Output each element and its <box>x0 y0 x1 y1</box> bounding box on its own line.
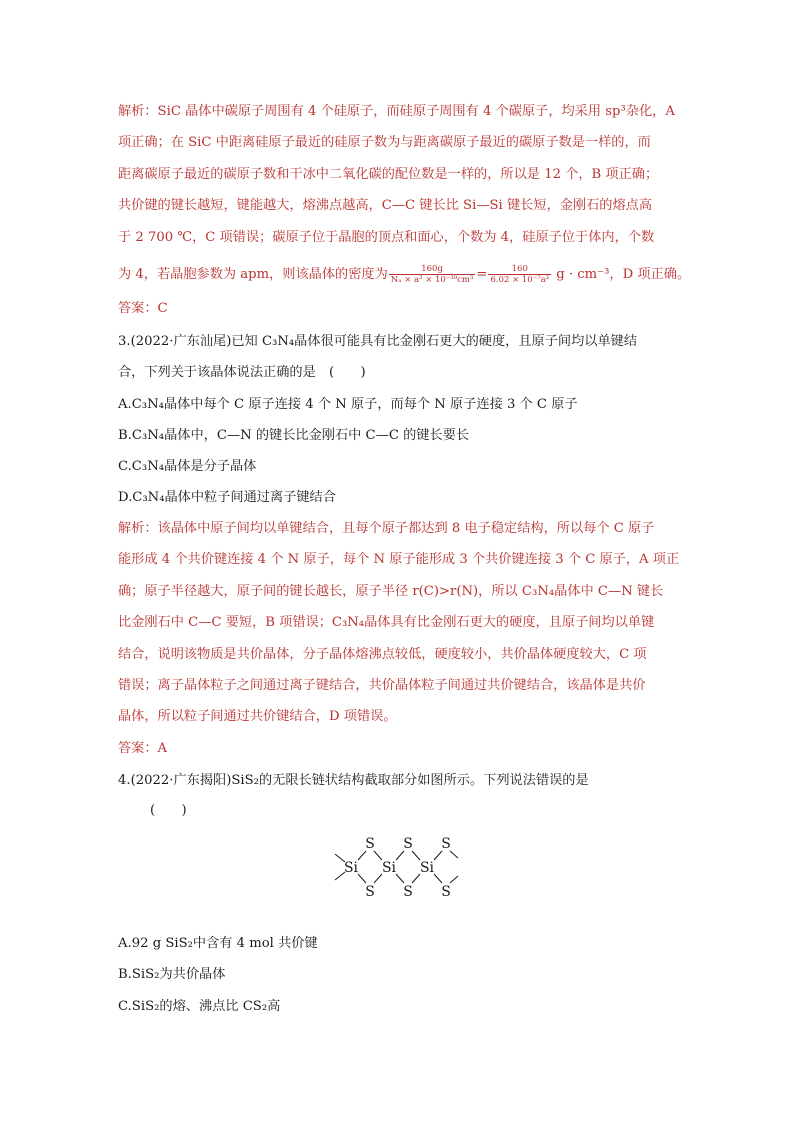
bond <box>412 851 420 860</box>
q3-analysis-line: 结合，说明该物质是共价晶体，分子晶体熔沸点较低，硬度较小，共价晶体硬度较大，C 项 <box>118 647 647 662</box>
bond <box>450 876 458 883</box>
fraction-numerator: 160g <box>389 264 476 275</box>
q3-analysis-line: 晶体，所以粒子间通过共价键结合，D 项错误。 <box>118 709 397 724</box>
equals-sign: = <box>476 267 488 282</box>
bond <box>396 851 404 860</box>
q3-analysis-line: 错误；离子晶体粒子之间通过离子键结合，共价晶体粒子间通过共价键结合，该晶体是共价 <box>118 678 646 693</box>
q4-option-b: B.SiS₂为共价晶体 <box>118 967 226 982</box>
bond <box>358 851 366 860</box>
q3-analysis-line: 比金刚石中 C—C 要短，B 项错误；C₃N₄晶体具有比金刚石更大的硬度，且原子间均以单键 <box>118 615 655 630</box>
atom-s: S <box>365 836 375 852</box>
atom-s: S <box>403 884 413 900</box>
q3-option-a: A.C₃N₄晶体中每个 C 原子连接 4 个 N 原子，而每个 N 原子连接 3 个 C 原子 <box>118 397 578 412</box>
fraction-denominator: 6.02 × 10⁻⁷a³ <box>490 275 550 285</box>
q2-density-text: 为 4，若晶胞参数为 apm，则该晶体的密度为 <box>118 267 388 282</box>
density-fraction-1 <box>389 264 476 285</box>
bond <box>374 874 382 883</box>
bond <box>358 874 366 883</box>
q2-analysis-line: 于 2 700 ℃，C 项错误；碳原子位于晶胞的顶点和面心，个数为 4，硅原子位于体内，个数 <box>118 230 655 245</box>
atom-s: S <box>441 836 451 852</box>
bond <box>434 851 442 860</box>
q2-density-unit: g · cm⁻³，D 项正确。 <box>552 267 691 282</box>
atom-si: Si <box>343 860 359 876</box>
q2-analysis-line: 共价键的键长越短，键能越大，熔沸点越高，C—C 键长比 Si—Si 键长短，金刚石的熔点高 <box>118 198 653 213</box>
q3-option-c: C.C₃N₄晶体是分子晶体 <box>118 459 257 474</box>
q2-analysis-line: 距离碳原子最近的碳原子数和干冰中二氧化碳的配位数是一样的，所以是 12 个，B 项正确； <box>118 167 659 182</box>
q4-option-c: C.SiS₂的熔、沸点比 CS₂高 <box>118 999 281 1014</box>
sis2-chain-diagram <box>325 828 465 904</box>
atom-si: Si <box>381 860 397 876</box>
q2-analysis-line: 项正确；在 SiC 中距离硅原子最近的硅原子数为与距离碳原子最近的碳原子数是一样的，而 <box>118 135 651 150</box>
bond <box>450 851 458 858</box>
q3-stem-line: 3.(2022·广东汕尾)已知 C₃N₄晶体很可能具有比金刚石更大的硬度，且原子间均以单键结 <box>118 334 638 349</box>
bond <box>434 874 442 883</box>
fraction-numerator: 160 <box>488 264 551 275</box>
bond <box>412 874 420 883</box>
atom-s: S <box>441 884 451 900</box>
fraction-denominator: Nₐ × a³ × 10⁻³⁰cm³ <box>390 275 474 285</box>
q3-answer: 答案：A <box>118 741 168 756</box>
bond <box>374 851 382 860</box>
q3-option-b: B.C₃N₄晶体中，C—N 的键长比金刚石中 C—C 的键长要长 <box>118 428 470 443</box>
atom-si: Si <box>419 860 435 876</box>
q2-analysis-line: 解析：SiC 晶体中碳原子周围有 4 个硅原子，而硅原子周围有 4 个碳原子，均采用 sp³杂化，A <box>118 104 675 119</box>
q3-analysis-line: 确；原子半径越大，原子间的键长越长，原子半径 r(C)>r(N)，所以 C₃N₄晶体中 C—N 键长 <box>118 584 664 599</box>
density-fraction-2 <box>488 264 551 285</box>
q3-option-d: D.C₃N₄晶体中粒子间通过离子键结合 <box>118 490 336 505</box>
atom-s: S <box>403 836 413 852</box>
q3-analysis-line: 能形成 4 个共价键连接 4 个 N 原子，每个 N 原子能形成 3 个共价键连接 3 个 C 原子，A 项正 <box>118 552 680 567</box>
bond <box>396 874 404 883</box>
q2-density-line <box>118 264 698 285</box>
q4-option-a: A.92 g SiS₂中含有 4 mol 共价键 <box>118 936 318 951</box>
q4-stem-line: ( ) <box>150 803 187 818</box>
q4-stem-line: 4.(2022·广东揭阳)SiS₂的无限长链状结构截取部分如图所示。下列说法错误的是 <box>118 773 589 788</box>
q3-stem-line: 合，下列关于该晶体说法正确的是 ( ) <box>118 365 366 380</box>
q3-analysis-line: 解析：该晶体中原子间均以单键结合，且每个原子都达到 8 电子稳定结构，所以每个 C 原子 <box>118 521 655 536</box>
q2-answer: 答案：C <box>118 301 168 316</box>
atom-s: S <box>365 884 375 900</box>
